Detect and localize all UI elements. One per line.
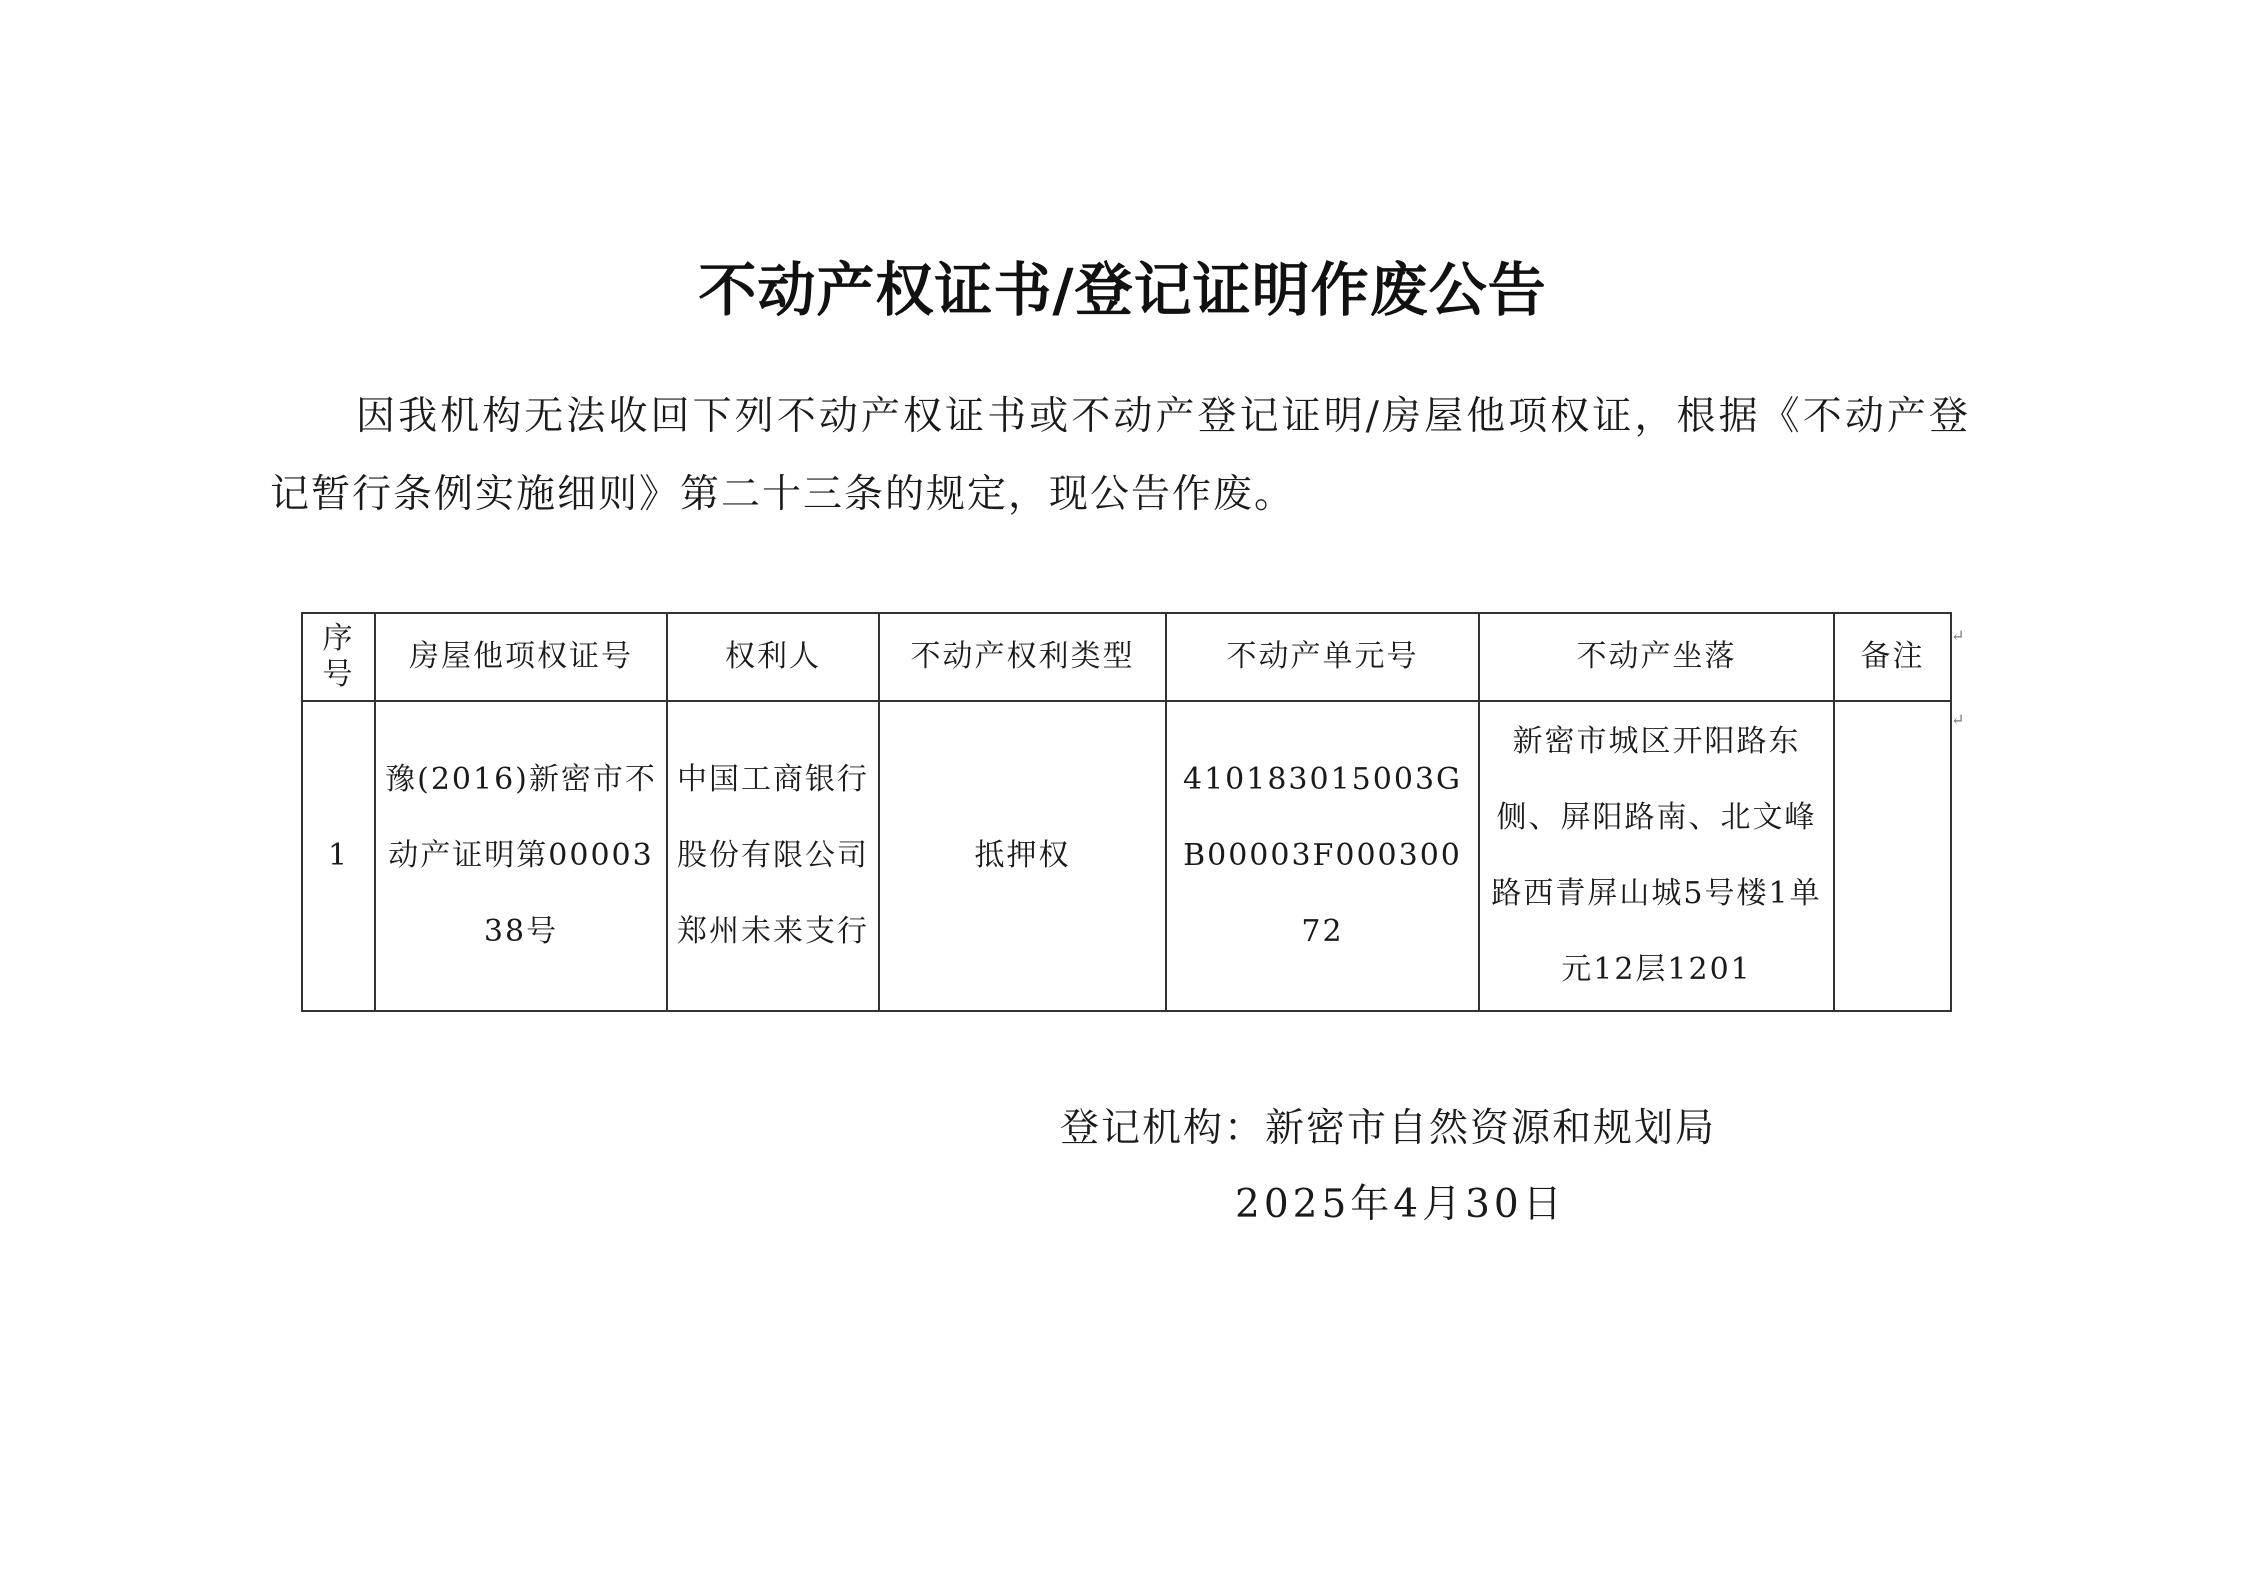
cell-seq: 1 (302, 701, 375, 1011)
table-row (302, 701, 1951, 1011)
cell-holder (667, 701, 879, 1011)
header-holder: 权利人 (667, 613, 879, 701)
holder-text: 中国工商银行股份有限公司郑州未来支行 (677, 762, 869, 949)
void-certificate-table (301, 612, 1952, 1012)
issuing-agency: 登记机构：新密市自然资源和规划局 (1060, 1106, 1717, 1151)
cell-right-type: 抵押权 (879, 701, 1166, 1011)
location-text: 新密市城区开阳路东侧、屏阳路南、北文峰路西青屏山城5号楼1单元12层1201 (1491, 724, 1822, 987)
intro-paragraph: 因我机构无法收回下列不动产权证书或不动产登记证明/房屋他项权证，根据《不动产登记暂行条例实施细则》第二十三条的规定，现公告作废。 (270, 394, 1970, 517)
page-title: 不动产权证书/登记证明作废公告 (698, 256, 1547, 324)
header-cert-no: 房屋他项权证号 (375, 613, 667, 701)
header-seq: 序号 (302, 613, 375, 701)
unit-no-text: 410183015003GB00003F00030072 (1182, 762, 1462, 949)
header-right-type: 不动产权利类型 (879, 613, 1166, 701)
cert-no-text: 豫(2016)新密市不动产证明第0000338号 (385, 762, 657, 949)
issue-date: 2025年4月30日 (1235, 1182, 1566, 1227)
paragraph-mark-icon: ↵ (1951, 710, 1965, 729)
table-header-row (302, 613, 1951, 701)
cell-cert-no (375, 701, 667, 1011)
header-remark: 备注 (1834, 613, 1951, 701)
header-unit-no: 不动产单元号 (1166, 613, 1479, 701)
cell-unit-no (1166, 701, 1479, 1011)
cell-location (1479, 701, 1834, 1011)
header-location: 不动产坐落 (1479, 613, 1834, 701)
paragraph-mark-icon: ↵ (1951, 626, 1965, 645)
cell-remark (1834, 701, 1951, 1011)
